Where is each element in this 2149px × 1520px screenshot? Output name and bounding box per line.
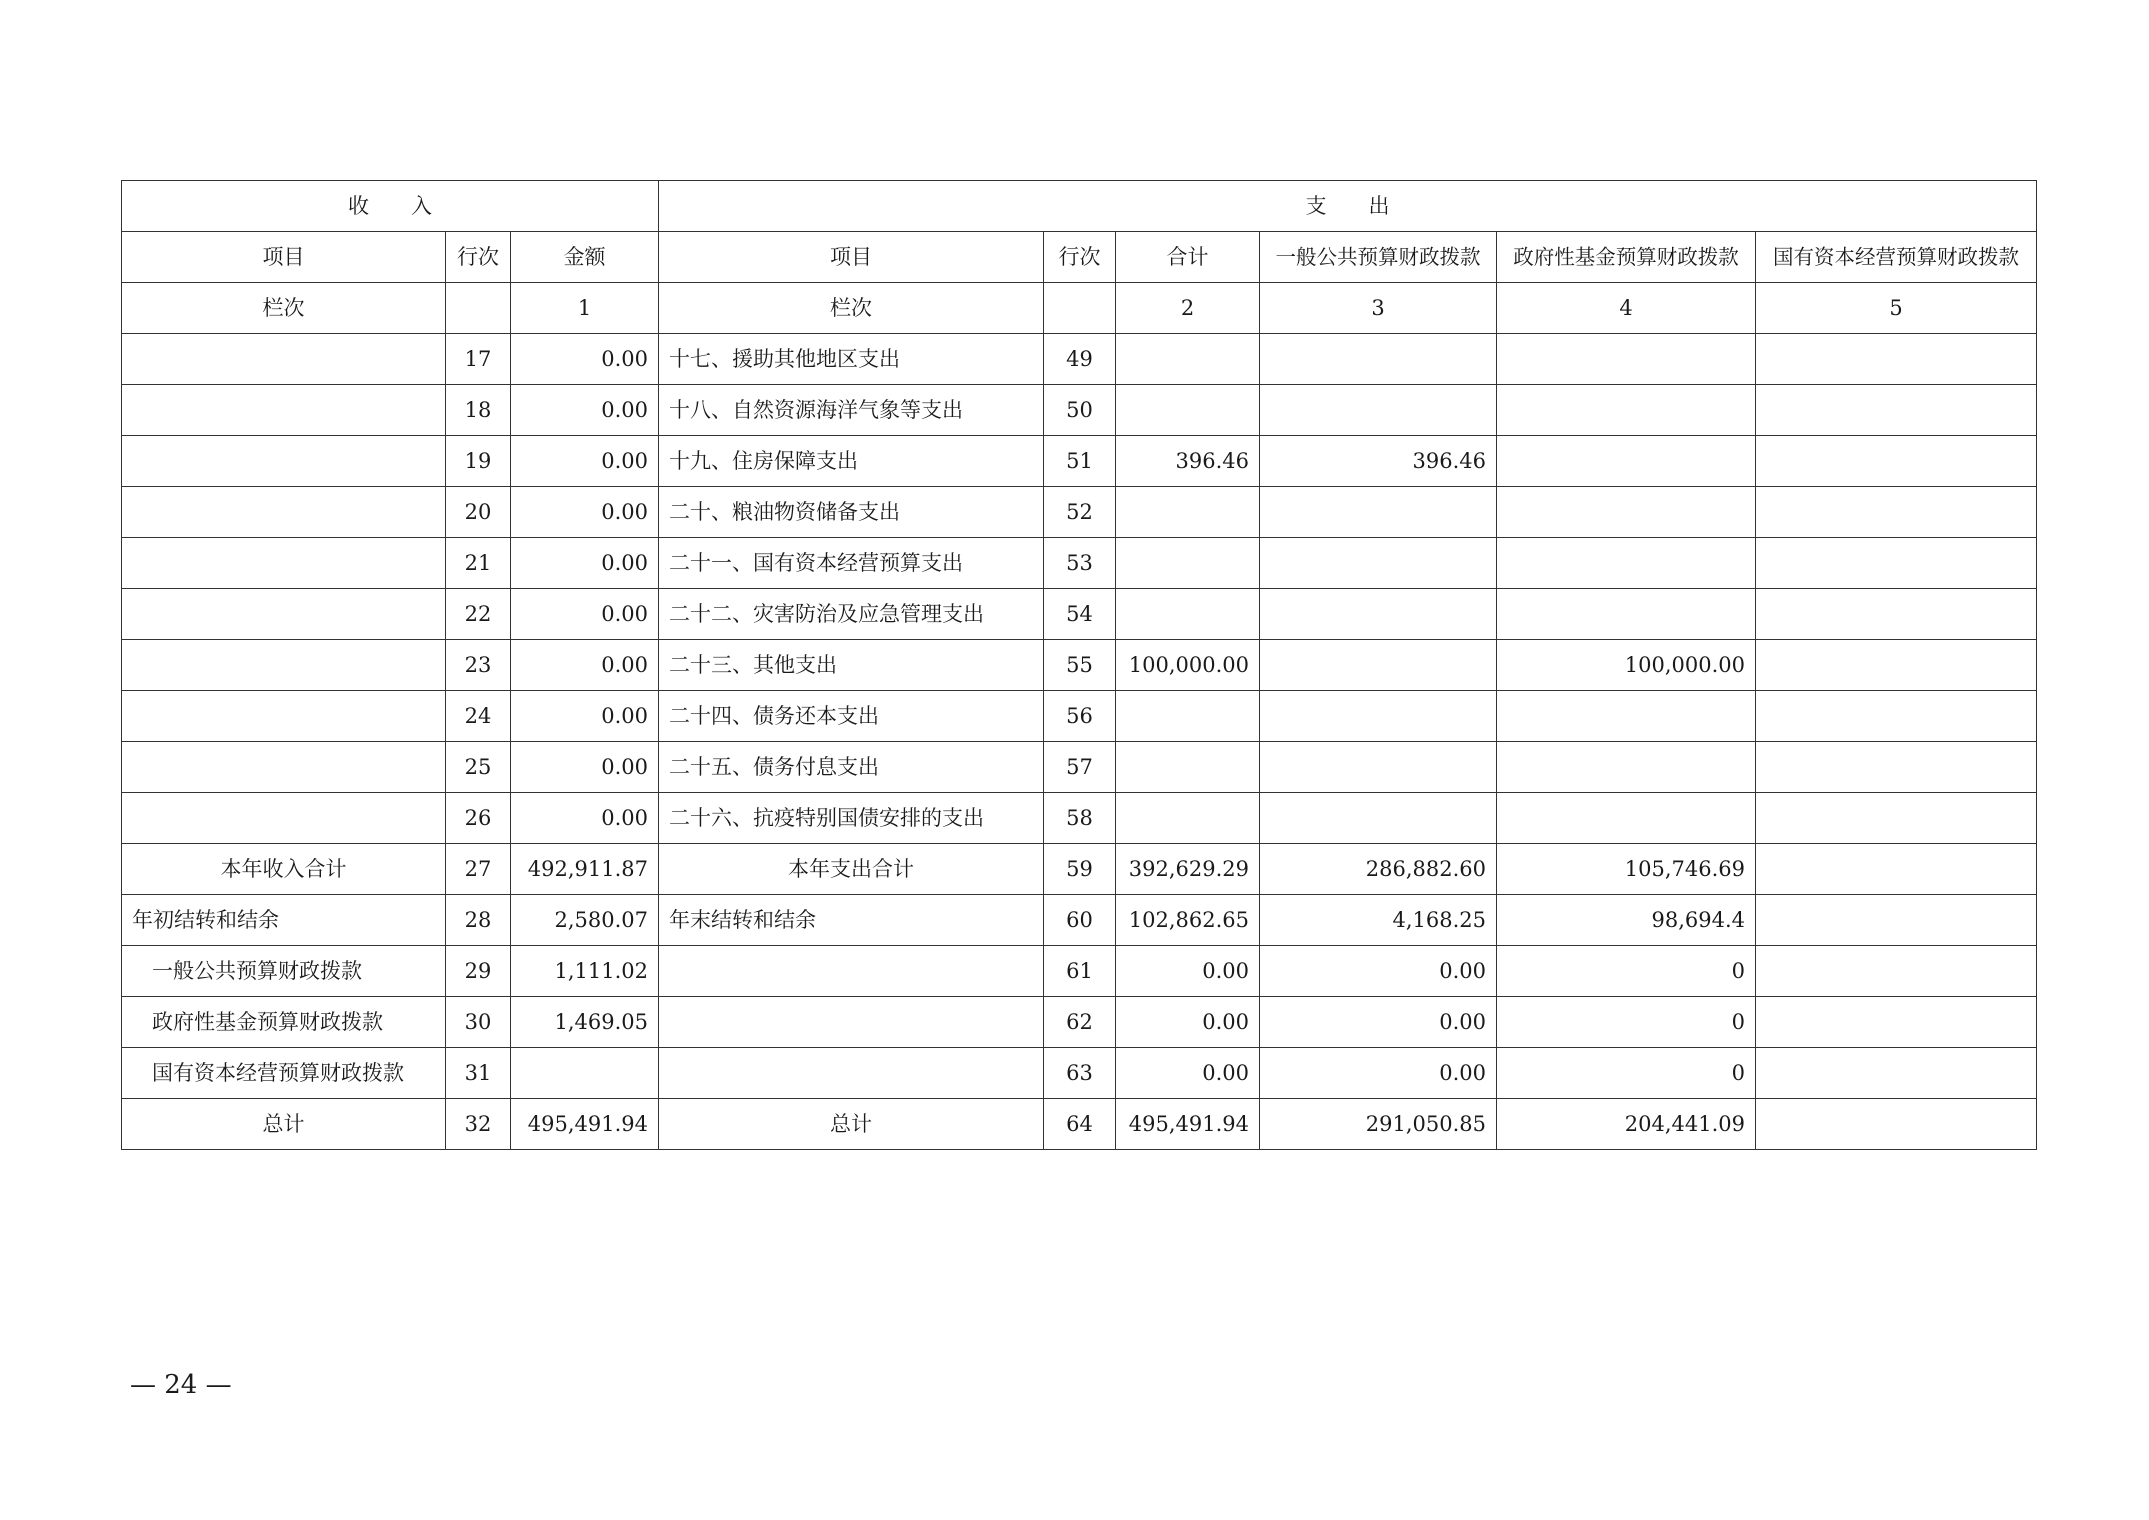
table-row [122, 844, 2037, 895]
income-amount-cell: 492,911.87 [511, 844, 659, 895]
expense-line-cell: 57 [1044, 742, 1116, 793]
total-cell [1116, 793, 1260, 844]
total-cell: 392,629.29 [1116, 844, 1260, 895]
expense-item-cell [659, 946, 1044, 997]
income-amount-cell: 0.00 [511, 538, 659, 589]
state-capital-cell [1756, 742, 2037, 793]
column-header-row [122, 232, 2037, 283]
expense-line-cell: 63 [1044, 1048, 1116, 1099]
total-cell: 100,000.00 [1116, 640, 1260, 691]
income-item-cell: 本年收入合计 [122, 844, 446, 895]
state-capital-cell [1756, 334, 2037, 385]
income-item-cell [122, 436, 446, 487]
income-amount-cell: 0.00 [511, 334, 659, 385]
header-income-item: 项目 [122, 232, 446, 283]
government-fund-cell [1497, 589, 1756, 640]
total-cell [1116, 538, 1260, 589]
state-capital-cell [1756, 997, 2037, 1048]
header-expense-item: 项目 [659, 232, 1044, 283]
table-row [122, 334, 2037, 385]
income-item-cell [122, 538, 446, 589]
general-public-cell [1260, 793, 1497, 844]
government-fund-cell: 98,694.4 [1497, 895, 1756, 946]
expense-item-cell: 二十一、国有资本经营预算支出 [659, 538, 1044, 589]
index-state-capital: 5 [1756, 283, 2037, 334]
income-line-cell: 24 [446, 691, 511, 742]
expense-line-cell: 49 [1044, 334, 1116, 385]
header-state-capital: 国有资本经营预算财政拨款 [1756, 232, 2037, 283]
expense-line-cell: 50 [1044, 385, 1116, 436]
expense-item-cell: 二十五、债务付息支出 [659, 742, 1044, 793]
expense-item-cell: 十七、援助其他地区支出 [659, 334, 1044, 385]
table-row [122, 997, 2037, 1048]
government-fund-cell [1497, 334, 1756, 385]
income-line-cell: 19 [446, 436, 511, 487]
income-amount-cell: 1,111.02 [511, 946, 659, 997]
index-income-amount: 1 [511, 283, 659, 334]
total-cell [1116, 487, 1260, 538]
header-income-amount: 金额 [511, 232, 659, 283]
income-amount-cell: 0.00 [511, 436, 659, 487]
state-capital-cell [1756, 589, 2037, 640]
government-fund-cell: 204,441.09 [1497, 1099, 1756, 1150]
state-capital-cell [1756, 1099, 2037, 1150]
expense-line-cell: 60 [1044, 895, 1116, 946]
income-amount-cell: 0.00 [511, 742, 659, 793]
income-item-cell: 总计 [122, 1099, 446, 1150]
state-capital-cell [1756, 895, 2037, 946]
income-amount-cell: 0.00 [511, 640, 659, 691]
government-fund-cell [1497, 742, 1756, 793]
income-item-cell [122, 793, 446, 844]
index-government-fund: 4 [1497, 283, 1756, 334]
income-line-cell: 29 [446, 946, 511, 997]
income-item-cell [122, 334, 446, 385]
income-line-cell: 22 [446, 589, 511, 640]
general-public-cell: 4,168.25 [1260, 895, 1497, 946]
expense-item-cell: 二十四、债务还本支出 [659, 691, 1044, 742]
general-public-cell: 396.46 [1260, 436, 1497, 487]
expense-line-cell: 55 [1044, 640, 1116, 691]
income-amount-cell: 0.00 [511, 487, 659, 538]
income-item-cell [122, 640, 446, 691]
income-item-cell: 一般公共预算财政拨款 [122, 946, 446, 997]
expense-line-cell: 54 [1044, 589, 1116, 640]
income-item-cell [122, 385, 446, 436]
table-row [122, 895, 2037, 946]
income-line-cell: 32 [446, 1099, 511, 1150]
total-cell [1116, 385, 1260, 436]
group-header-row [122, 181, 2037, 232]
general-public-cell [1260, 385, 1497, 436]
expense-item-cell: 年末结转和结余 [659, 895, 1044, 946]
expense-item-cell: 二十、粮油物资储备支出 [659, 487, 1044, 538]
expense-item-cell [659, 1048, 1044, 1099]
income-item-cell [122, 691, 446, 742]
general-public-cell: 291,050.85 [1260, 1099, 1497, 1150]
income-line-cell: 31 [446, 1048, 511, 1099]
index-total: 2 [1116, 283, 1260, 334]
total-cell [1116, 589, 1260, 640]
government-fund-cell: 105,746.69 [1497, 844, 1756, 895]
state-capital-cell [1756, 640, 2037, 691]
budget-table [121, 180, 2037, 1150]
income-line-cell: 25 [446, 742, 511, 793]
table-row [122, 793, 2037, 844]
income-amount-cell: 1,469.05 [511, 997, 659, 1048]
state-capital-cell [1756, 538, 2037, 589]
expense-line-cell: 52 [1044, 487, 1116, 538]
general-public-cell: 0.00 [1260, 946, 1497, 997]
general-public-cell [1260, 742, 1497, 793]
state-capital-cell [1756, 385, 2037, 436]
income-amount-cell: 0.00 [511, 385, 659, 436]
table-row [122, 1048, 2037, 1099]
total-cell: 495,491.94 [1116, 1099, 1260, 1150]
income-amount-cell [511, 1048, 659, 1099]
state-capital-cell [1756, 691, 2037, 742]
income-group-header: 收 入 [122, 181, 659, 232]
total-cell [1116, 691, 1260, 742]
government-fund-cell: 0 [1497, 946, 1756, 997]
expense-item-cell: 总计 [659, 1099, 1044, 1150]
state-capital-cell [1756, 436, 2037, 487]
table-row [122, 691, 2037, 742]
expense-item-cell: 二十三、其他支出 [659, 640, 1044, 691]
total-cell: 0.00 [1116, 997, 1260, 1048]
table-row [122, 1099, 2037, 1150]
government-fund-cell: 100,000.00 [1497, 640, 1756, 691]
general-public-cell: 286,882.60 [1260, 844, 1497, 895]
income-line-cell: 20 [446, 487, 511, 538]
income-line-cell: 30 [446, 997, 511, 1048]
expense-line-cell: 64 [1044, 1099, 1116, 1150]
general-public-cell [1260, 487, 1497, 538]
expense-line-cell: 61 [1044, 946, 1116, 997]
general-public-cell [1260, 589, 1497, 640]
income-line-cell: 21 [446, 538, 511, 589]
income-item-cell: 年初结转和结余 [122, 895, 446, 946]
table-row [122, 742, 2037, 793]
general-public-cell [1260, 640, 1497, 691]
header-total: 合计 [1116, 232, 1260, 283]
state-capital-cell [1756, 793, 2037, 844]
index-income-item: 栏次 [122, 283, 446, 334]
expense-line-cell: 56 [1044, 691, 1116, 742]
income-line-cell: 23 [446, 640, 511, 691]
government-fund-cell: 0 [1497, 997, 1756, 1048]
expense-line-cell: 53 [1044, 538, 1116, 589]
index-income-line [446, 283, 511, 334]
total-cell: 0.00 [1116, 946, 1260, 997]
income-line-cell: 26 [446, 793, 511, 844]
index-expense-item: 栏次 [659, 283, 1044, 334]
income-item-cell [122, 487, 446, 538]
government-fund-cell [1497, 487, 1756, 538]
expense-item-cell: 本年支出合计 [659, 844, 1044, 895]
expense-line-cell: 62 [1044, 997, 1116, 1048]
expense-line-cell: 59 [1044, 844, 1116, 895]
general-public-cell [1260, 538, 1497, 589]
government-fund-cell [1497, 793, 1756, 844]
government-fund-cell [1497, 538, 1756, 589]
total-cell [1116, 742, 1260, 793]
header-expense-line: 行次 [1044, 232, 1116, 283]
total-cell: 0.00 [1116, 1048, 1260, 1099]
government-fund-cell [1497, 436, 1756, 487]
expense-item-cell [659, 997, 1044, 1048]
page-number: — 24 — [130, 1370, 232, 1400]
general-public-cell: 0.00 [1260, 997, 1497, 1048]
income-line-cell: 18 [446, 385, 511, 436]
income-amount-cell: 0.00 [511, 793, 659, 844]
total-cell [1116, 334, 1260, 385]
income-amount-cell: 0.00 [511, 691, 659, 742]
state-capital-cell [1756, 844, 2037, 895]
income-item-cell: 国有资本经营预算财政拨款 [122, 1048, 446, 1099]
general-public-cell: 0.00 [1260, 1048, 1497, 1099]
state-capital-cell [1756, 1048, 2037, 1099]
table-row [122, 487, 2037, 538]
income-item-cell: 政府性基金预算财政拨款 [122, 997, 446, 1048]
income-line-cell: 28 [446, 895, 511, 946]
income-amount-cell: 495,491.94 [511, 1099, 659, 1150]
table-row [122, 946, 2037, 997]
income-item-cell [122, 742, 446, 793]
total-cell: 102,862.65 [1116, 895, 1260, 946]
index-expense-line [1044, 283, 1116, 334]
total-cell: 396.46 [1116, 436, 1260, 487]
table-row [122, 436, 2037, 487]
table-row [122, 538, 2037, 589]
state-capital-cell [1756, 487, 2037, 538]
government-fund-cell [1497, 385, 1756, 436]
government-fund-cell: 0 [1497, 1048, 1756, 1099]
expense-item-cell: 十八、自然资源海洋气象等支出 [659, 385, 1044, 436]
expense-item-cell: 二十二、灾害防治及应急管理支出 [659, 589, 1044, 640]
column-index-row [122, 283, 2037, 334]
header-income-line: 行次 [446, 232, 511, 283]
income-amount-cell: 2,580.07 [511, 895, 659, 946]
expense-item-cell: 十九、住房保障支出 [659, 436, 1044, 487]
header-government-fund: 政府性基金预算财政拨款 [1497, 232, 1756, 283]
state-capital-cell [1756, 946, 2037, 997]
income-line-cell: 17 [446, 334, 511, 385]
table-row [122, 640, 2037, 691]
general-public-cell [1260, 334, 1497, 385]
expense-line-cell: 58 [1044, 793, 1116, 844]
expense-item-cell: 二十六、抗疫特别国债安排的支出 [659, 793, 1044, 844]
header-general-public: 一般公共预算财政拨款 [1260, 232, 1497, 283]
income-item-cell [122, 589, 446, 640]
income-line-cell: 27 [446, 844, 511, 895]
expense-group-header: 支 出 [659, 181, 2037, 232]
general-public-cell [1260, 691, 1497, 742]
index-general-public: 3 [1260, 283, 1497, 334]
income-amount-cell: 0.00 [511, 589, 659, 640]
table-row [122, 589, 2037, 640]
table-row [122, 385, 2037, 436]
expense-line-cell: 51 [1044, 436, 1116, 487]
government-fund-cell [1497, 691, 1756, 742]
